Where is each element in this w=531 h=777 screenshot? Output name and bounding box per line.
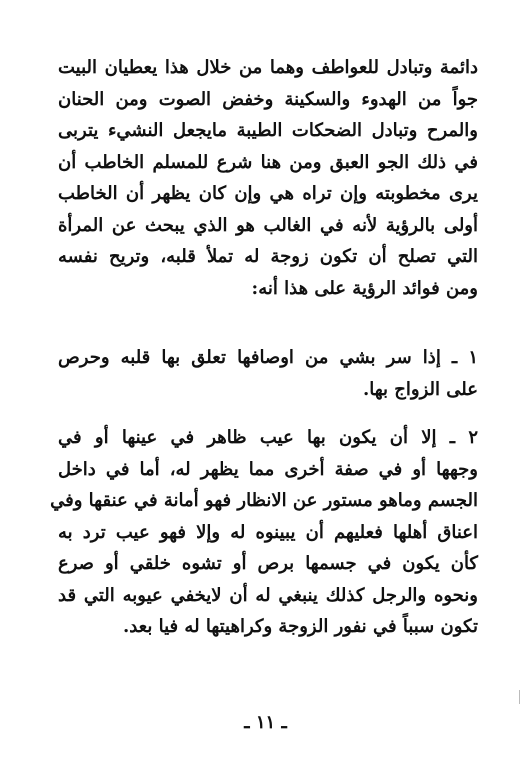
text-line: ومن فوائد الرؤية على هذا أنه:	[251, 277, 478, 299]
paragraph-intro	[58, 52, 478, 304]
text-line: والمرح وتبادل الضحكات الطيبة مايجعل النشيء يتربى	[58, 120, 478, 141]
paragraph-point-two	[50, 422, 478, 643]
text-line: يرى مخطوبته وإن تراه هي وإن كان يظهر أن الخاطب	[58, 183, 478, 204]
text-line: ونحوه والرجل كذلك ينبغي له أن لايخفي عيوبه التي قد	[58, 584, 478, 606]
text-line: اعناق أهلها فعليهم أن يبينوه له وإلا فهو عيب ترد به	[58, 521, 478, 543]
page-edge-mark	[519, 690, 520, 704]
text-line: وجهها أو في صفة أخرى مما يظهر له، أما في داخل	[58, 458, 478, 480]
page-number: ـ ١١ ـ	[244, 712, 287, 733]
text-line: التي تصلح أن تكون زوجة له تملأ قلبه، وتريح نفسه	[58, 246, 478, 267]
text-line: ١ ـ إذا سر بشي من اوصافها تعلق بها قلبه وحرص	[58, 347, 478, 368]
text-line: على الزواج بها.	[362, 378, 478, 400]
text-line: أولى بالرؤية لأنه في الغالب هو الذي يبحث عن المرأة	[58, 214, 478, 236]
text-line: في ذلك الجو العبق ومن هنا شرع للمسلم الخاطب أن	[58, 151, 478, 173]
text-line: دائمة وتبادل للعواطف وهما من خلال هذا يعطيان البيت	[58, 57, 478, 78]
text-line: تكون سبباً في نفور الزوجة وكراهيتها له فيا بعد.	[122, 616, 478, 637]
text-line: كأن يكون في جسمها برص أو تشوه خلقي أو صرع	[58, 553, 478, 574]
text-line: جواً من الهدوء والسكينة وخفض الصوت ومن الحنان	[58, 88, 478, 110]
text-line: الجسم وماهو مستور عن الانظار فهو أمانة في عنقها وفي	[50, 490, 478, 511]
text-line: ٢ ـ إلا أن يكون بها عيب ظاهر في عينها أو في	[58, 427, 478, 448]
paragraph-point-one	[58, 342, 478, 405]
